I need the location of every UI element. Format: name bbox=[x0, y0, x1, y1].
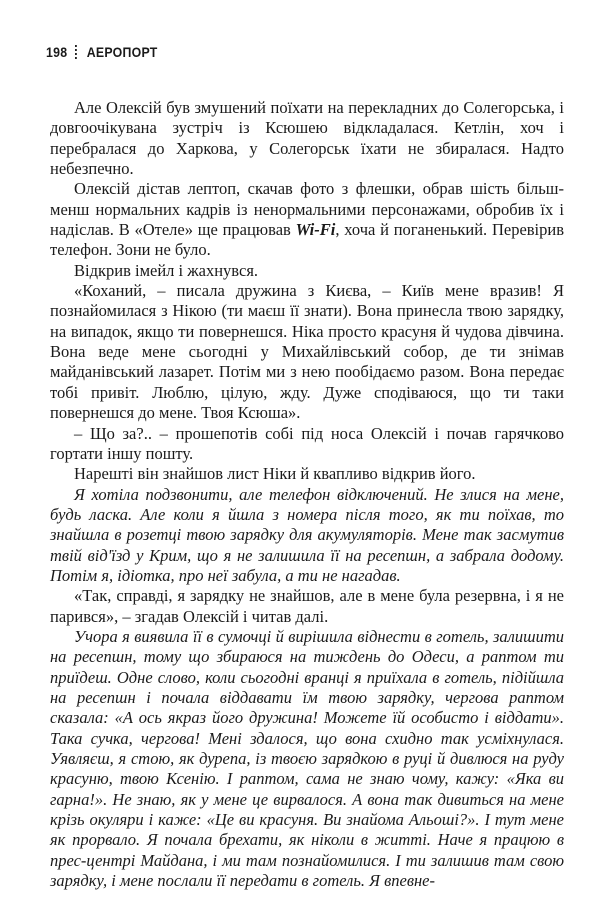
paragraph: «Так, справді, я зарядку не знайшов, але в мене була резервна, і я не парився», – згадав Олексій і читав далі. bbox=[50, 586, 564, 626]
italic-letter-paragraph: Учора я виявила її в сумочці й вирішила віднести в готель, залишити на ресепшн, тому що збираюся на тиждень до Одеси, а раптом ти приїдеш. Одне слово, коли сьогодні вранці я приїхала в готель, підійшла на ресепшн і почала віддавати їм твою зарядку, чергова раптом сказала: «А ось якраз його дружина! Можете їй особисто і віддати». Така сучка, чергова! Мені здалося, що вона схидно так усміхнулася. Уявляєш, я стою, як дурепа, із твоєю зарядкою в руці й дивлюся на руду красуню, твою Ксенію. І раптом, сама не знаю чому, кажу: «Яка ви гарна!». Не знаю, як у мене це вирвалося. А вона так дивиться на мене крізь окуляри і каже: «Це ви красуня. Ви знайома Альоші?». І тут мене як прорвало. Я почала брехати, як ніколи в житті. Наче я працюю в прес-центрі Майдана, і ми там познайомилися. І ти залишив там свою зарядку, і мене послали її передати в готель. Я впевне- bbox=[50, 626, 564, 891]
paragraph-text: , хоча й поганенький. Перевірив телефон. Зони не було. bbox=[50, 220, 565, 260]
running-head bbox=[46, 44, 158, 60]
body-text bbox=[50, 98, 564, 891]
paragraph: Відкрив імейл і жахнувся. bbox=[74, 260, 259, 280]
paragraph: Нарешті він знайшов лист Ніки й квапливо відкрив його. bbox=[74, 464, 476, 484]
emphasis-text: Wi-Fi bbox=[295, 220, 336, 240]
paragraph-text: Олексій дістав лептоп, скачав фото з флешки, обрав шість більш-менш нормальних кадрів із ненормальними персонажами, обробив їх і надіслав. В «Отеле» ще працював bbox=[50, 179, 564, 240]
header-separator bbox=[75, 45, 78, 59]
paragraph bbox=[50, 179, 564, 260]
section-title: АЕРОПОРТ bbox=[86, 44, 158, 60]
paragraph: – Що за?.. – прошепотів собі під носа Олексій і почав гарячково гортати іншу пошту. bbox=[50, 423, 564, 463]
page-number: 198 bbox=[46, 44, 68, 60]
italic-letter-paragraph: Я хотіла подзвонити, але телефон відключений. Не злися на мене, будь ласка. Але коли я йшла з номера після того, як ти поїхав, то знайшла в розетці твою зарядку для акумуляторів. Мене так засмутив твій від'їзд у Крим, що я не залишила її на ресепшн, а забрала додому. Потім я, ідіотка, про неї забула, а ти не нагадав. bbox=[50, 484, 564, 585]
paragraph: Але Олексій був змушений поїхати на перекладних до Солегорська, і довгоочікувана зустріч із Ксюшею відкладалася. Кетлін, хоч і перебралася до Харкова, у Солегорськ їхати не збиралася. Надто небезпечно. bbox=[50, 98, 564, 179]
paragraph: «Коханий, – писала дружина з Києва, – Київ мене вразив! Я познайомилася з Нікою (ти маєш її знати). Вона принесла твою зарядку, на випадок, якщо ти повернешся. Ніка просто красуня й чудова дівчина. Вона веде мене сьогодні у Михайлівський собор, де ти знімав майданівський лазарет. Потім ми з нею пообідаємо разом. Вона передає тобі привіт. Люблю, цілую, жду. Дуже сподіваюся, що ти таки повернешся до мене. Твоя Ксюша». bbox=[50, 281, 564, 423]
